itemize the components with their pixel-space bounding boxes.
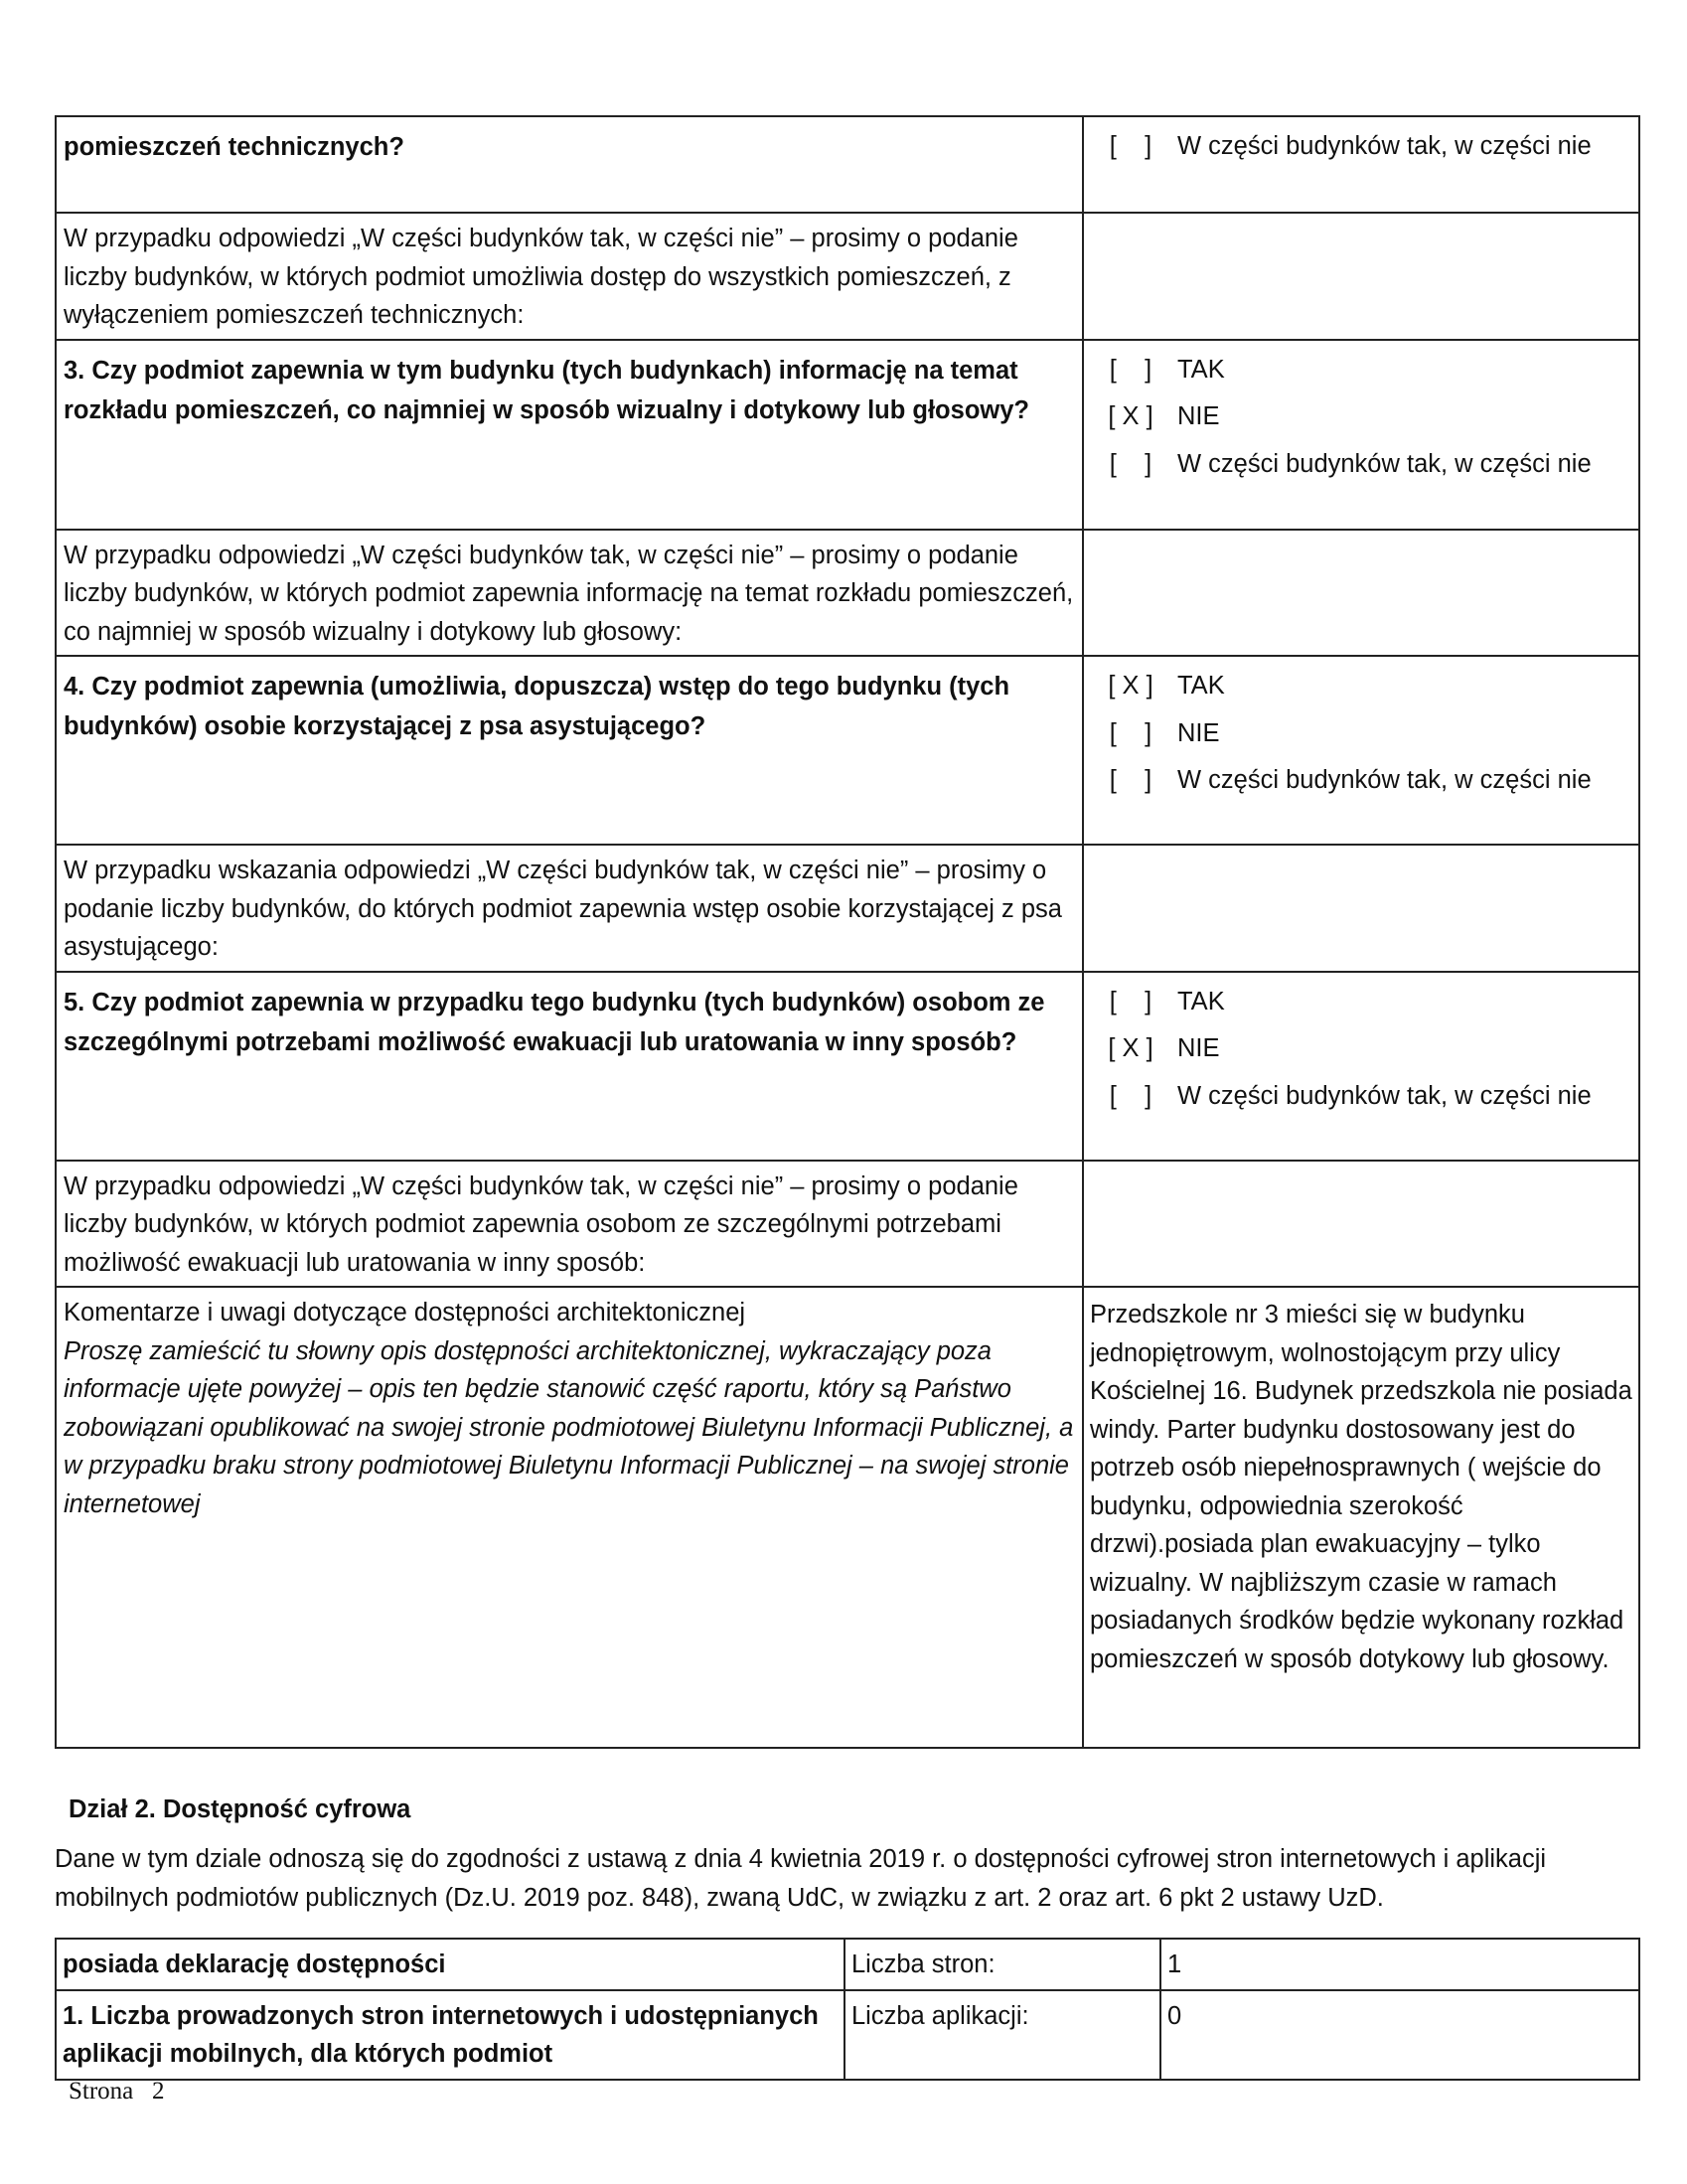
detail-row: [56, 845, 1639, 972]
row-key: Liczba aplikacji:: [844, 1990, 1160, 2080]
answer-options: [1083, 656, 1639, 845]
question-cell: 5. Czy podmiot zapewnia w przypadku tego budynku (tych budynków) osobom ze szczególnymi potrzebami możliwość ewakuacji lub uratowania w inny sposób?: [56, 972, 1083, 1161]
table-row: [56, 1939, 1639, 1990]
answer-options: [1083, 340, 1639, 530]
detail-cell: W przypadku wskazania odpowiedzi „W części budynków tak, w części nie” – prosimy o podanie liczby budynków, do których podmiot zapewnia wstęp osobie korzystającej z psa asystującego:: [56, 845, 1083, 972]
question-row: [56, 116, 1639, 213]
question-cell: 4. Czy podmiot zapewnia (umożliwia, dopuszcza) wstęp do tego budynku (tych budynków) osobie korzystającej z psa asystującego?: [56, 656, 1083, 845]
detail-cell: W przypadku odpowiedzi „W części budynków tak, w części nie” – prosimy o podanie liczby budynków, w których podmiot zapewnia osobom ze szczególnymi potrzebami możliwość ewakuacji lub uratowania w inny sposób:: [56, 1161, 1083, 1288]
detail-answer-field[interactable]: [1083, 213, 1639, 340]
option-no[interactable]: [1084, 397, 1634, 436]
option-label: TAK: [1177, 987, 1225, 1015]
checkbox-bracket[interactable]: [ ]: [1109, 132, 1152, 160]
option-label: W części budynków tak, w części nie: [1177, 132, 1592, 160]
row-value[interactable]: 0: [1160, 1990, 1639, 2080]
answer-options: [1083, 972, 1639, 1161]
option-label: W części budynków tak, w części nie: [1177, 449, 1592, 478]
table-row: [56, 1990, 1639, 2080]
detail-answer-field[interactable]: [1083, 530, 1639, 657]
option-label: W części budynków tak, w części nie: [1177, 766, 1592, 794]
question-cell: 3. Czy podmiot zapewnia w tym budynku (tych budynkach) informację na temat rozkładu pomieszczeń, co najmniej w sposób wizualny i dotykowy lub głosowy?: [56, 340, 1083, 530]
detail-cell: W przypadku odpowiedzi „W części budynków tak, w części nie” – prosimy o podanie liczby budynków, w których podmiot zapewnia informację na temat rozkładu pomieszczeń, co najmniej w sposób wizualny i dotykowy lub głosowy:: [56, 530, 1083, 657]
comments-answer[interactable]: Przedszkole nr 3 mieści się w budynku jednopiętrowym, wolnostojącym przy ulicy Kościelnej 16. Budynek przedszkola nie posiada windy. Parter budynku dostosowany jest do potrzeb osób niepełnosprawnych ( wejście do budynku, odpowiednia szerokość drzwi).posiada plan ewakuacyjny – tylko wizualny. W najbliższym czasie w ramach posiadanych środków będzie wykonany rozkład pomieszczeń w sposób dotykowy lub głosowy.: [1083, 1287, 1639, 1748]
detail-row: [56, 530, 1639, 657]
detail-answer-field[interactable]: [1083, 1161, 1639, 1288]
detail-row: [56, 1161, 1639, 1288]
option-label: W części budynków tak, w części nie: [1177, 1081, 1592, 1110]
checkbox-bracket[interactable]: [ X ]: [1108, 1034, 1153, 1062]
section-description: Dane w tym dziale odnoszą się do zgodności z ustawą z dnia 4 kwietnia 2019 r. o dostępności cyfrowej stron internetowych i aplikacji mobilnych podmiotów publicznych (Dz.U. 2019 poz. 848), zwaną UdC, w związku z art. 2 oraz art. 6 pkt 2 ustawy UzD.: [55, 1845, 1547, 1912]
row-label: 1. Liczba prowadzonych stron internetowych i udostępnianych aplikacji mobilnych, dla których podmiot: [56, 1990, 844, 2080]
option-label: NIE: [1177, 1034, 1220, 1062]
checkbox-bracket[interactable]: [ ]: [1109, 449, 1152, 478]
checkbox-bracket[interactable]: [ X ]: [1108, 402, 1153, 430]
checkbox-bracket[interactable]: [ ]: [1109, 718, 1152, 747]
option-no[interactable]: [1084, 714, 1634, 753]
option-label: NIE: [1177, 402, 1220, 430]
option-label: TAK: [1177, 672, 1225, 700]
answer-options: [1083, 116, 1639, 213]
page-footer: [69, 2077, 165, 2106]
comments-instruction: Proszę zamieścić tu słowny opis dostępności architektonicznej, wykraczający poza informacje ujęte powyżej – opis ten będzie stanowić część raportu, który są Państwo zobowiązani opublikować na swojej stronie podmiotowej Biuletynu Informacji Publicznej, a w przypadku braku strony podmiotowej Biuletynu Informacji Publicznej – na swojej stronie internetowej: [64, 1336, 1074, 1518]
architectural-accessibility-table: [55, 115, 1640, 1749]
question-cell: pomieszczeń technicznych?: [56, 116, 1083, 213]
checkbox-bracket[interactable]: [ X ]: [1108, 672, 1153, 700]
comments-row: [56, 1287, 1639, 1748]
option-label: NIE: [1177, 718, 1220, 747]
detail-row: [56, 213, 1639, 340]
option-yes[interactable]: [1084, 667, 1634, 705]
question-row: [56, 340, 1639, 530]
page-number: 2: [152, 2078, 165, 2105]
option-label: TAK: [1177, 355, 1225, 384]
checkbox-bracket[interactable]: [ ]: [1109, 355, 1152, 384]
row-label: posiada deklarację dostępności: [56, 1939, 844, 1990]
detail-answer-field[interactable]: [1083, 845, 1639, 972]
checkbox-bracket[interactable]: [ ]: [1109, 987, 1152, 1015]
option-partial[interactable]: [1084, 445, 1634, 484]
option-yes[interactable]: [1084, 983, 1634, 1021]
checkbox-bracket[interactable]: [ ]: [1109, 1081, 1152, 1110]
row-key: Liczba stron:: [844, 1939, 1160, 1990]
option-partial[interactable]: [1084, 761, 1634, 800]
footer-label: Strona: [69, 2078, 134, 2105]
checkbox-bracket[interactable]: [ ]: [1109, 766, 1152, 794]
section-title: Dział 2. Dostępność cyfrowa: [69, 1795, 411, 1823]
question-row: [56, 972, 1639, 1161]
question-row: [56, 656, 1639, 845]
comments-cell: [56, 1287, 1083, 1748]
option-partial[interactable]: [1084, 1077, 1634, 1116]
option-no[interactable]: [1084, 1029, 1634, 1068]
digital-accessibility-table: [55, 1938, 1640, 2081]
comments-label: Komentarze i uwagi dotyczące dostępności architektonicznej: [64, 1299, 746, 1326]
option-partial[interactable]: [1084, 127, 1634, 166]
option-yes[interactable]: [1084, 351, 1634, 390]
row-value[interactable]: 1: [1160, 1939, 1639, 1990]
detail-cell: W przypadku odpowiedzi „W części budynków tak, w części nie” – prosimy o podanie liczby budynków, w których podmiot umożliwia dostęp do wszystkich pomieszczeń, z wyłączeniem pomieszczeń technicznych:: [56, 213, 1083, 340]
